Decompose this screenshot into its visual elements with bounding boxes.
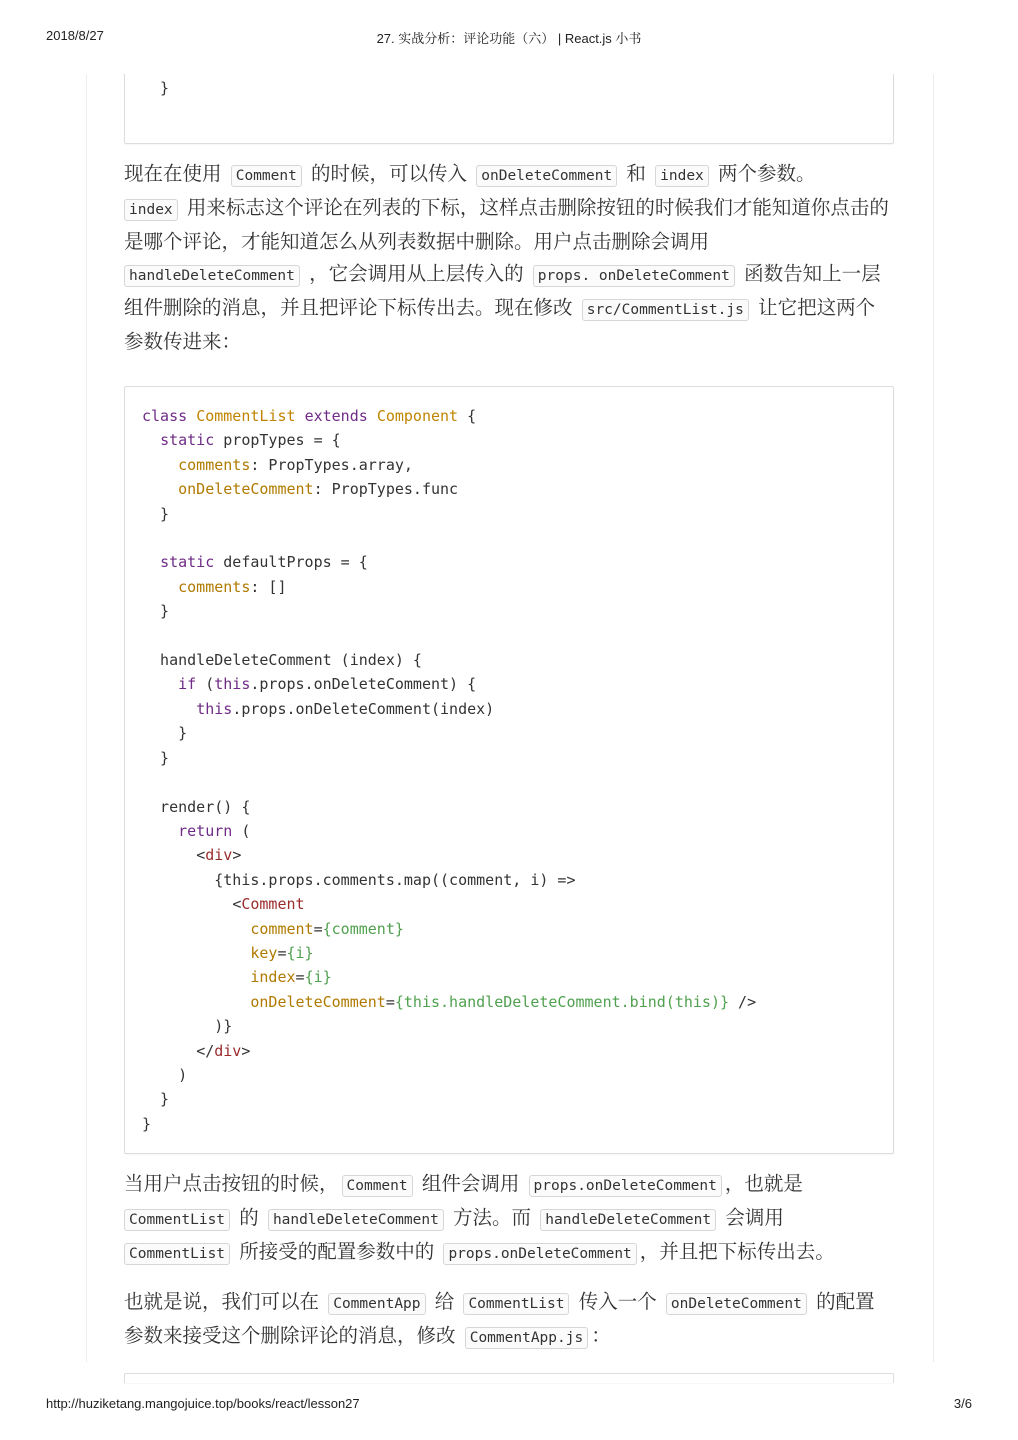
inline-code: index bbox=[124, 199, 178, 221]
code-line: } bbox=[142, 1114, 152, 1133]
code-line: static propTypes = { bbox=[160, 431, 341, 450]
text: 给 bbox=[434, 1290, 455, 1313]
code-line: comments: [] bbox=[178, 577, 287, 596]
code-line: comments: PropTypes.array, bbox=[178, 455, 413, 474]
print-page-number: 3/6 bbox=[953, 1396, 972, 1411]
inline-code: CommentList bbox=[124, 1209, 230, 1231]
paragraph-click-flow bbox=[124, 1168, 894, 1270]
text: 方法。而 bbox=[453, 1206, 532, 1229]
text: 让它把这两个参数传进来： bbox=[124, 296, 876, 353]
print-header bbox=[0, 28, 1018, 48]
text: 两个参数。 bbox=[717, 162, 816, 185]
inline-code: CommentApp bbox=[328, 1293, 425, 1315]
text: 的时候，可以传入 bbox=[311, 162, 468, 185]
inline-code: onDeleteComment bbox=[666, 1293, 807, 1315]
inline-code: onDeleteComment bbox=[476, 165, 617, 187]
inline-code: props. onDeleteComment bbox=[533, 265, 735, 287]
inline-code: index bbox=[655, 165, 709, 187]
inline-code: handleDeleteComment bbox=[540, 1209, 716, 1231]
text: ，它会调用从上层传入的 bbox=[309, 262, 524, 285]
code-line: handleDeleteComment (index) { bbox=[142, 651, 422, 670]
inline-code: CommentList bbox=[124, 1243, 230, 1265]
text: 的配置参数来接受这个删除评论的消息，修改 bbox=[124, 1290, 875, 1347]
text: 现在在使用 bbox=[124, 162, 222, 185]
code-line: return ( bbox=[178, 821, 251, 840]
inline-code: src/CommentList.js bbox=[582, 299, 749, 321]
text: 所接受的配置参数中的 bbox=[239, 1240, 435, 1263]
text: ，并且把下标传出去。 bbox=[639, 1240, 835, 1263]
code-line: } bbox=[142, 79, 170, 97]
code-line: render() { bbox=[142, 797, 251, 816]
text: 和 bbox=[626, 162, 646, 185]
print-date: 2018/8/27 bbox=[46, 28, 104, 43]
article-content bbox=[124, 74, 894, 1383]
inline-code: Comment bbox=[342, 1175, 413, 1197]
code-line: } bbox=[142, 602, 170, 621]
print-title: 27. 实战分析：评论功能（六） | React.js 小书 bbox=[376, 31, 642, 46]
inline-code: handleDeleteComment bbox=[268, 1209, 444, 1231]
code-line: <Comment bbox=[232, 895, 305, 914]
inline-code: handleDeleteComment bbox=[124, 265, 300, 287]
text: 用来标志这个评论在列表的下标，这样点击删除按钮的时候我们才能知道你点击的是哪个评论，才能知道怎么从列表数据中删除。用户点击删除会调用 bbox=[124, 196, 889, 253]
print-footer bbox=[0, 1396, 1018, 1416]
code-line: class CommentList extends Component { bbox=[142, 407, 477, 425]
code-line: } bbox=[142, 748, 170, 767]
code-block-commentlist bbox=[124, 386, 894, 1154]
code-line: index={i} bbox=[250, 968, 332, 987]
inline-code: CommentList bbox=[463, 1293, 569, 1315]
text: 函数告知上一层组件删除的消息，并且把评论下标传出去。现在修改 bbox=[124, 262, 881, 319]
code-line: onDeleteComment: PropTypes.func bbox=[178, 480, 459, 499]
code-block-next bbox=[124, 1373, 894, 1383]
code-line: static defaultProps = { bbox=[160, 553, 368, 572]
inline-code: CommentApp.js bbox=[465, 1327, 589, 1349]
code-line: this.props.onDeleteComment(index) bbox=[196, 699, 495, 718]
print-url: http://huziketang.mangojuice.top/books/react/lesson27 bbox=[46, 1396, 360, 1411]
code-line: )} bbox=[214, 1017, 233, 1036]
text: ： bbox=[591, 1324, 611, 1347]
code-line: onDeleteComment={this.handleDeleteComment.bind(this)} /> bbox=[250, 992, 757, 1011]
text: 当用户点击按钮的时候， bbox=[124, 1172, 339, 1195]
code-line: } bbox=[142, 724, 188, 743]
text: 也就是说，我们可以在 bbox=[124, 1290, 320, 1313]
code-line: {this.props.comments.map((comment, i) => bbox=[214, 870, 576, 889]
paragraph-props-explanation bbox=[124, 158, 894, 358]
text: 会调用 bbox=[725, 1206, 784, 1229]
inline-code: props.onDeleteComment bbox=[443, 1243, 636, 1265]
code-line: key={i} bbox=[250, 943, 314, 962]
text: ，也就是 bbox=[724, 1172, 803, 1195]
code-line: ) bbox=[142, 1065, 188, 1084]
inline-code: props.onDeleteComment bbox=[529, 1175, 722, 1197]
code-line: comment={comment} bbox=[250, 919, 404, 938]
text: 的 bbox=[239, 1206, 259, 1229]
paragraph-commentapp bbox=[124, 1286, 894, 1354]
code-line: if (this.props.onDeleteComment) { bbox=[178, 675, 477, 694]
text: 传入一个 bbox=[578, 1290, 657, 1313]
code-line: } bbox=[142, 504, 170, 523]
text: 组件会调用 bbox=[421, 1172, 520, 1195]
inline-code: Comment bbox=[231, 165, 302, 187]
code-line: <div> bbox=[196, 846, 242, 865]
code-line: } bbox=[142, 1090, 170, 1109]
code-line: </div> bbox=[196, 1041, 251, 1060]
code-block-previous bbox=[124, 74, 894, 144]
